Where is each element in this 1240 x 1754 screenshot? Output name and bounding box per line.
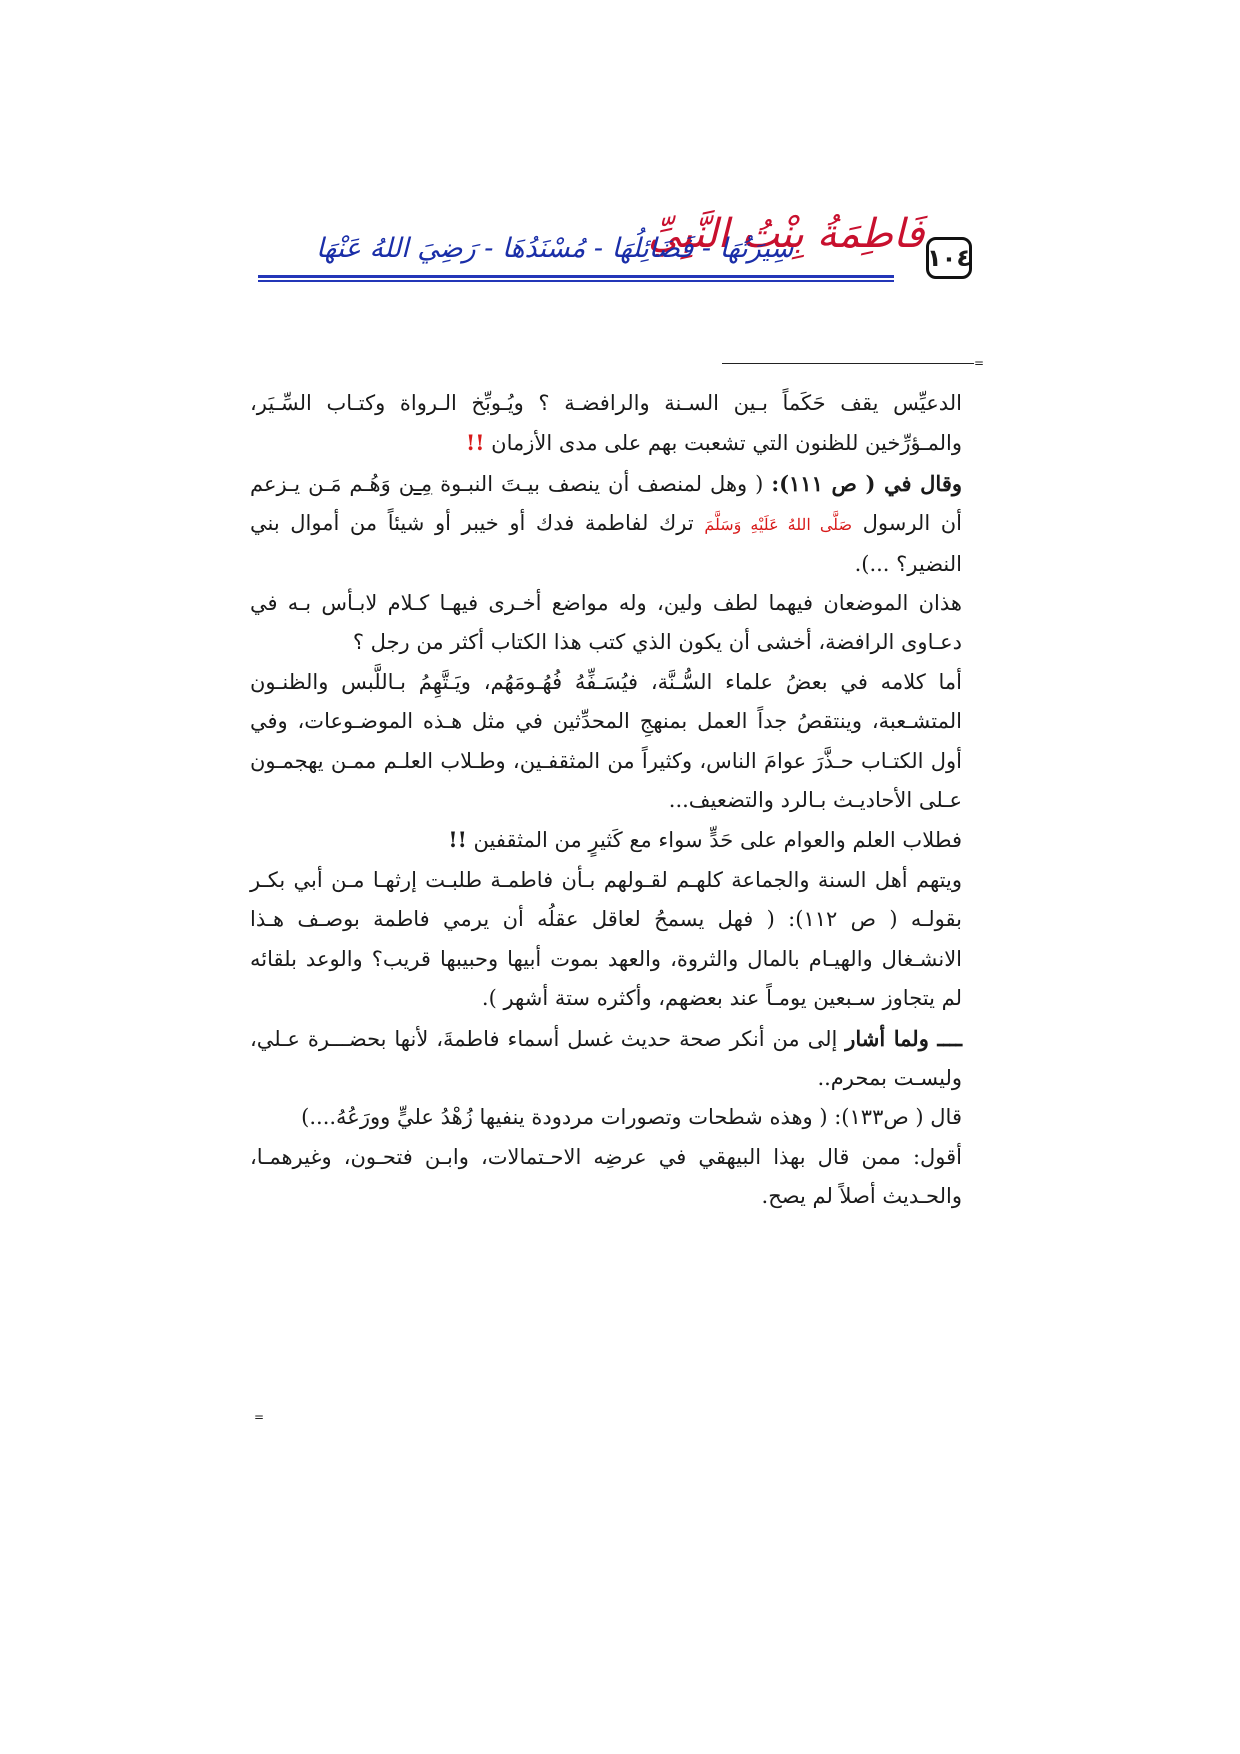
paragraph-2-text-a: ( وهل لمنصف أن ينصف بيـتَ النبـوة: [432, 471, 772, 496]
paragraph-1-text: الدعيِّس يقف حَكَماً بـين السـنة والرافضـة ؟ ويُـوبِّخ الـرواة وكتـاب السِّـيَر، والمـؤرِّخين للظنون التي تشعبت بهم على مدى الأزمان: [250, 391, 962, 456]
paragraph-2-text-b: وَهُـم مَـن يـزعم أن الرسول: [250, 471, 962, 536]
paragraph-7: [250, 1019, 962, 1099]
paragraph-3: هذان الموضعان فيهما لطف ولين، وله مواضع أخـرى فيهـا كـلام لابـأس بـه في دعـاوى الرافضة، أخشى أن يكون الذي كتب هذا الكتاب أكثر من رجل ؟: [250, 591, 962, 655]
paragraph-7-text: إلى من أنكر صحة حديث غسل أسماء فاطمةَ، لأنها بحضـــرة عـلي، وليسـت بمحرم..: [250, 1026, 962, 1090]
page-header: [258, 205, 970, 285]
continuation-marker-top: =: [974, 356, 985, 370]
underlined-word: مِـن: [398, 471, 433, 496]
paragraph-8: قال ( ص١٣٣): ( وهذه شطحات وتصورات مردودة ينفيها زُهْدُ عليٍّ وورَعُهُ....): [301, 1105, 962, 1130]
quote-lead: وقال في ( ص ١١١):: [771, 470, 962, 496]
paragraph-1: [250, 384, 962, 464]
paragraph-6: ويتهم أهل السنة والجماعة كلهـم لقـولهم بـأن فاطمـة طلبـت إرثهـا مـن أبي بكـر بقولـه ( ص ١١٢): ( فهل يسمحُ لعاقل عقلُه أن يرمي فاطمة بوصـف هـذا الانشـغال والهيـام بالمال والثروة، والعهد بموت أبيها وحبيبها قريب؟ والوعد بلقائه لم يتجاوز سـبعين يومـاً عند بعضهم، وأكثره ستة أشهر ).: [250, 867, 962, 1011]
exclamation-mark: !!: [448, 827, 467, 853]
paragraph-5-text: فطلاب العلم والعوام على حَدٍّ سواء مع كَثيرٍ من المثقفين: [466, 828, 962, 853]
continuation-marker-bottom: =: [254, 1410, 265, 1424]
exclamation-mark: !!: [466, 430, 485, 456]
paragraph-5: [250, 820, 962, 860]
footnote-separator-rule: [722, 363, 974, 364]
header-rule-thin: [258, 280, 894, 282]
header-rule: [258, 275, 894, 278]
paragraph-2: [250, 464, 962, 584]
paragraph-7-lead: ــــ ولما أشار: [845, 1025, 962, 1051]
book-title-main: فَاطِمَةُ بِنْتُ النَّبِيِّ: [648, 211, 925, 257]
main-text: [250, 384, 962, 1217]
paragraph-4: أما كلامه في بعضُ علماء السُّـنَّة، فيُسَـفِّهُ فُهُـومَهُم، ويَـتَّهِمُ بـاللَّبس والظنـون المتشـعبة، وينتقصُ جداً العمل بمنهجِ المحدِّثين في مثل هـذه الموضـوعات، وفي أول الكتـاب حـذَّرَ عوامَ الناس، وكثيراً من المثقفـين، وطـلاب العلـم ممـن يهجمـون عـلى الأحاديـث بـالرد والتضعيف...: [250, 669, 962, 813]
paragraph-9: أقول: ممن قال بهذا البيهقي في عرضِه الاحـتمالات، وابـن فتحـون، وغيرهمـا، والحـديث أصلاً لم يصح.: [250, 1144, 962, 1209]
honorific-pbuh: صَلَّى اللهُ عَلَيْهِ وَسَلَّمَ: [704, 515, 853, 535]
page-number: ١٠٤: [926, 237, 972, 279]
paragraph-2-text-c: ترك لفاطمة فدك أو خيبر أو شيئاً من أموال بني النضير؟ ...).: [250, 511, 962, 576]
book-title-subtitle: سِيرَتُهَا - فَضَائِلُهَا - مُسْنَدُهَا - رَضِيَ اللهُ عَنْهَا: [316, 233, 794, 264]
